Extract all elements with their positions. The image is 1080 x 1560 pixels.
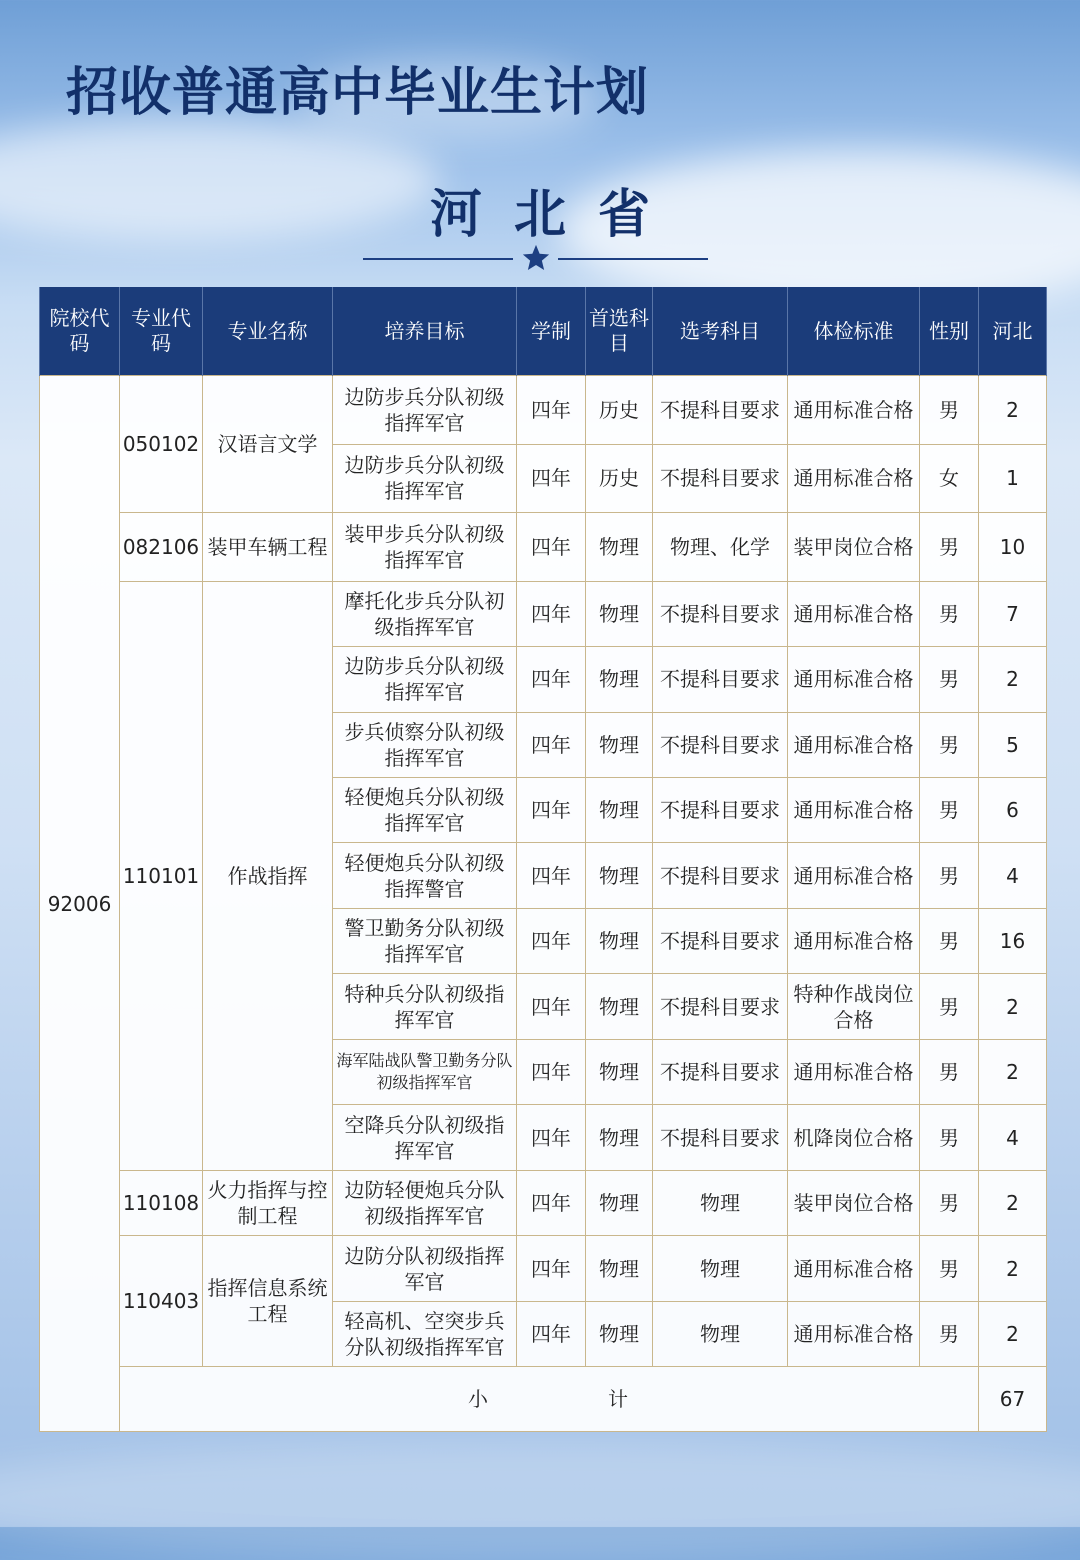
elective-subject-cell: 不提科目要求 [653, 974, 788, 1039]
duration-cell: 四年 [517, 1236, 586, 1301]
count-cell: 4 [979, 843, 1047, 908]
major-name-cell: 装甲车辆工程 [203, 513, 333, 582]
duration-cell: 四年 [517, 1301, 586, 1366]
duration-cell: 四年 [517, 513, 586, 582]
training-target-cell: 边防步兵分队初级指挥军官 [333, 647, 517, 712]
major-code-cell: 110101 [120, 581, 203, 1170]
header-major-name: 专业名称 [203, 287, 333, 376]
major-code-cell: 110403 [120, 1236, 203, 1367]
gender-cell: 男 [920, 1039, 979, 1104]
training-target-cell: 装甲步兵分队初级指挥军官 [333, 513, 517, 582]
count-cell: 2 [979, 974, 1047, 1039]
first-subject-cell: 物理 [586, 712, 653, 777]
first-subject-cell: 物理 [586, 843, 653, 908]
elective-subject-cell: 物理 [653, 1236, 788, 1301]
major-code-cell: 082106 [120, 513, 203, 582]
duration-cell: 四年 [517, 712, 586, 777]
elective-subject-cell: 不提科目要求 [653, 647, 788, 712]
physical-standard-cell: 通用标准合格 [788, 908, 920, 973]
gender-cell: 男 [920, 974, 979, 1039]
training-target-cell: 轻高机、空突步兵分队初级指挥军官 [333, 1301, 517, 1366]
header-physical-standard: 体检标准 [788, 287, 920, 376]
major-name-cell: 指挥信息系统工程 [203, 1236, 333, 1367]
count-cell: 4 [979, 1105, 1047, 1170]
training-target-cell: 海军陆战队警卫勤务分队初级指挥军官 [333, 1039, 517, 1104]
physical-standard-cell: 通用标准合格 [788, 1236, 920, 1301]
first-subject-cell: 物理 [586, 1236, 653, 1301]
header-first-subject: 首选科目 [586, 287, 653, 376]
physical-standard-cell: 通用标准合格 [788, 376, 920, 445]
gender-cell: 男 [920, 376, 979, 445]
header-school-code: 院校代码 [40, 287, 120, 376]
divider-left [363, 258, 513, 260]
elective-subject-cell: 物理、化学 [653, 513, 788, 582]
elective-subject-cell: 不提科目要求 [653, 1039, 788, 1104]
first-subject-cell: 物理 [586, 513, 653, 582]
count-cell: 2 [979, 647, 1047, 712]
training-target-cell: 步兵侦察分队初级指挥军官 [333, 712, 517, 777]
gender-cell: 男 [920, 908, 979, 973]
training-target-cell: 轻便炮兵分队初级指挥军官 [333, 778, 517, 843]
first-subject-cell: 历史 [586, 444, 653, 513]
count-cell: 2 [979, 1039, 1047, 1104]
elective-subject-cell: 不提科目要求 [653, 1105, 788, 1170]
divider-right [558, 258, 708, 260]
gender-cell: 男 [920, 778, 979, 843]
subtotal-row [40, 1367, 1047, 1432]
gender-cell: 男 [920, 513, 979, 582]
duration-cell: 四年 [517, 974, 586, 1039]
elective-subject-cell: 不提科目要求 [653, 778, 788, 843]
star-icon [520, 243, 552, 273]
count-cell: 2 [979, 1236, 1047, 1301]
cloud-decoration [0, 1440, 1080, 1560]
elective-subject-cell: 物理 [653, 1170, 788, 1235]
gender-cell: 男 [920, 843, 979, 908]
gender-cell: 男 [920, 1236, 979, 1301]
first-subject-cell: 物理 [586, 1170, 653, 1235]
physical-standard-cell: 通用标准合格 [788, 581, 920, 646]
first-subject-cell: 物理 [586, 647, 653, 712]
physical-standard-cell: 通用标准合格 [788, 647, 920, 712]
elective-subject-cell: 不提科目要求 [653, 712, 788, 777]
gender-cell: 男 [920, 712, 979, 777]
first-subject-cell: 物理 [586, 778, 653, 843]
count-cell: 6 [979, 778, 1047, 843]
header-major-code: 专业代码 [120, 287, 203, 376]
major-name-cell: 汉语言文学 [203, 376, 333, 513]
duration-cell: 四年 [517, 647, 586, 712]
physical-standard-cell: 通用标准合格 [788, 778, 920, 843]
table-row [40, 1236, 1047, 1301]
elective-subject-cell: 不提科目要求 [653, 376, 788, 445]
physical-standard-cell: 机降岗位合格 [788, 1105, 920, 1170]
first-subject-cell: 历史 [586, 376, 653, 445]
major-code-cell: 110108 [120, 1170, 203, 1235]
physical-standard-cell: 特种作战岗位合格 [788, 974, 920, 1039]
first-subject-cell: 物理 [586, 908, 653, 973]
physical-standard-cell: 通用标准合格 [788, 1039, 920, 1104]
header-hebei-count: 河北 [979, 287, 1047, 376]
school-code-cell: 92006 [40, 376, 120, 1432]
duration-cell: 四年 [517, 1170, 586, 1235]
physical-standard-cell: 装甲岗位合格 [788, 513, 920, 582]
physical-standard-cell: 装甲岗位合格 [788, 1170, 920, 1235]
province-heading: 河北省 [429, 184, 682, 245]
header-training-target: 培养目标 [333, 287, 517, 376]
first-subject-cell: 物理 [586, 1301, 653, 1366]
training-target-cell: 边防步兵分队初级指挥军官 [333, 444, 517, 513]
training-target-cell: 特种兵分队初级指挥军官 [333, 974, 517, 1039]
training-target-cell: 警卫勤务分队初级指挥军官 [333, 908, 517, 973]
count-cell: 10 [979, 513, 1047, 582]
duration-cell: 四年 [517, 1105, 586, 1170]
gender-cell: 男 [920, 581, 979, 646]
training-target-cell: 空降兵分队初级指挥军官 [333, 1105, 517, 1170]
table-row [40, 513, 1047, 582]
training-target-cell: 轻便炮兵分队初级指挥警官 [333, 843, 517, 908]
physical-standard-cell: 通用标准合格 [788, 712, 920, 777]
duration-cell: 四年 [517, 778, 586, 843]
count-cell: 5 [979, 712, 1047, 777]
gender-cell: 男 [920, 1105, 979, 1170]
training-target-cell: 边防步兵分队初级指挥军官 [333, 376, 517, 445]
duration-cell: 四年 [517, 843, 586, 908]
elective-subject-cell: 不提科目要求 [653, 581, 788, 646]
elective-subject-cell: 不提科目要求 [653, 843, 788, 908]
count-cell: 2 [979, 1170, 1047, 1235]
major-code-cell: 050102 [120, 376, 203, 513]
duration-cell: 四年 [517, 581, 586, 646]
page-title: 招收普通高中毕业生计划 [66, 63, 650, 123]
table-row [40, 1170, 1047, 1235]
duration-cell: 四年 [517, 444, 586, 513]
physical-standard-cell: 通用标准合格 [788, 444, 920, 513]
major-name-cell: 火力指挥与控制工程 [203, 1170, 333, 1235]
subtotal-label: 小计 [120, 1367, 979, 1432]
elective-subject-cell: 物理 [653, 1301, 788, 1366]
gender-cell: 男 [920, 1301, 979, 1366]
table-header-row [40, 287, 1047, 376]
duration-cell: 四年 [517, 376, 586, 445]
elective-subject-cell: 不提科目要求 [653, 908, 788, 973]
first-subject-cell: 物理 [586, 1105, 653, 1170]
gender-cell: 男 [920, 647, 979, 712]
training-target-cell: 边防轻便炮兵分队初级指挥军官 [333, 1170, 517, 1235]
count-cell: 2 [979, 376, 1047, 445]
duration-cell: 四年 [517, 908, 586, 973]
count-cell: 1 [979, 444, 1047, 513]
header-gender: 性别 [920, 287, 979, 376]
physical-standard-cell: 通用标准合格 [788, 1301, 920, 1366]
subtotal-value: 67 [979, 1367, 1047, 1432]
count-cell: 2 [979, 1301, 1047, 1366]
header-duration: 学制 [517, 287, 586, 376]
training-target-cell: 边防分队初级指挥军官 [333, 1236, 517, 1301]
training-target-cell: 摩托化步兵分队初级指挥军官 [333, 581, 517, 646]
first-subject-cell: 物理 [586, 974, 653, 1039]
gender-cell: 男 [920, 1170, 979, 1235]
major-name-cell: 作战指挥 [203, 581, 333, 1170]
header-elective-subject: 选考科目 [653, 287, 788, 376]
table-row [40, 376, 1047, 445]
first-subject-cell: 物理 [586, 1039, 653, 1104]
duration-cell: 四年 [517, 1039, 586, 1104]
elective-subject-cell: 不提科目要求 [653, 444, 788, 513]
count-cell: 7 [979, 581, 1047, 646]
gender-cell: 女 [920, 444, 979, 513]
table-row [40, 581, 1047, 646]
first-subject-cell: 物理 [586, 581, 653, 646]
count-cell: 16 [979, 908, 1047, 973]
admission-plan-table [39, 287, 1047, 1432]
physical-standard-cell: 通用标准合格 [788, 843, 920, 908]
